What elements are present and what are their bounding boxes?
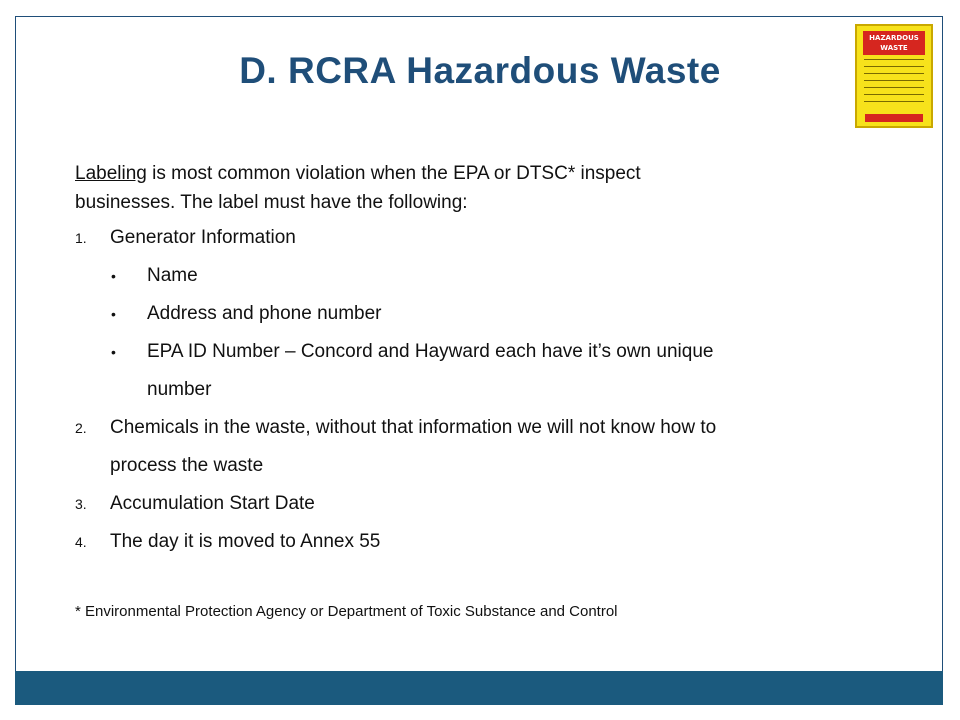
intro-paragraph xyxy=(75,159,875,217)
sub-list-item-continuation xyxy=(75,374,875,412)
sub-list-item xyxy=(75,336,875,374)
intro-line-2: businesses. The label must have the following: xyxy=(75,192,468,213)
list-number: 1. xyxy=(75,230,87,246)
label-header-line2: WASTE xyxy=(880,44,908,52)
bullet-icon: • xyxy=(111,344,116,360)
label-footer-stripe xyxy=(865,114,923,122)
intro-line-1 xyxy=(75,159,875,188)
hazardous-waste-label-icon xyxy=(855,24,933,128)
requirements-list xyxy=(75,222,875,564)
list-item-text: Accumulation Start Date xyxy=(110,493,315,514)
list-item-continuation xyxy=(75,450,875,488)
labeling-link: Labeling xyxy=(75,163,147,184)
list-number: 3. xyxy=(75,496,87,512)
label-form-lines xyxy=(864,59,924,108)
slide-title: D. RCRA Hazardous Waste xyxy=(239,50,721,91)
sub-item-text: number xyxy=(147,379,212,400)
footer-bar xyxy=(15,671,943,705)
list-item-text: Chemicals in the waste, without that information we will not know how to xyxy=(110,417,717,438)
list-item xyxy=(75,222,875,260)
sub-list-item xyxy=(75,260,875,298)
label-header xyxy=(863,31,925,55)
bullet-icon: • xyxy=(111,306,116,322)
list-item xyxy=(75,526,875,564)
list-number: 4. xyxy=(75,534,87,550)
list-number: 2. xyxy=(75,420,87,436)
intro-line1-rest: is most common violation when the EPA or DTSC* inspect xyxy=(146,163,641,184)
list-item-text: Generator Information xyxy=(110,227,296,248)
sub-item-text: Address and phone number xyxy=(147,303,382,324)
sub-item-text: EPA ID Number – Concord and Hayward each have it’s own unique xyxy=(147,341,714,362)
bullet-icon: • xyxy=(111,268,116,284)
list-item-text: The day it is moved to Annex 55 xyxy=(110,531,381,552)
list-item xyxy=(75,488,875,526)
label-header-line1: HAZARDOUS xyxy=(869,34,919,42)
footnote: * Environmental Protection Agency or Department of Toxic Substance and Control xyxy=(75,603,618,620)
list-item xyxy=(75,412,875,450)
sub-item-text: Name xyxy=(147,265,198,286)
sub-list-item xyxy=(75,298,875,336)
list-item-text: process the waste xyxy=(110,455,264,476)
